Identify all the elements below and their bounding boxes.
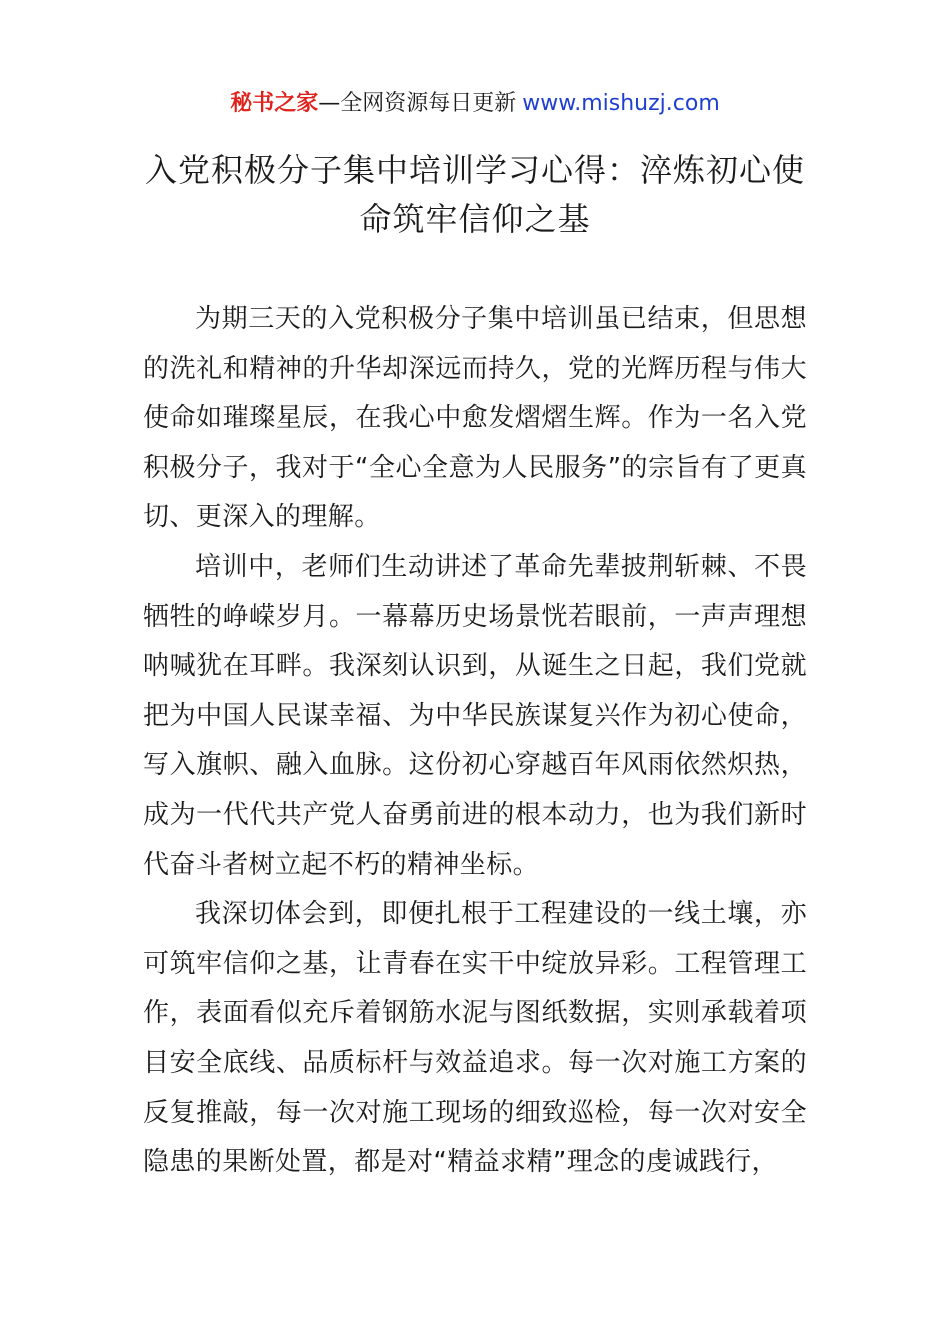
paragraph: 为期三天的入党积极分子集中培训虽已结束，但思想的洗礼和精神的升华却深远而持久，党的光辉历程与伟大使命如璀璨星辰，在我心中愈发熠熠生辉。作为一名入党积极分子，我对于“全心全意为人民服务”的宗旨有了更真切、更深入的理解。 [143, 304, 807, 533]
document-title: 入党积极分子集中培训学习心得：淬炼初心使命筑牢信仰之基 [144, 151, 805, 238]
document-body [143, 295, 807, 1188]
header-tagline: 全网资源每日更新 [340, 91, 517, 116]
site-header [0, 88, 950, 120]
site-url-link[interactable]: www.mishuzj.com [522, 91, 720, 116]
paragraph: 我深切体会到，即便扎根于工程建设的一线土壤，亦可筑牢信仰之基，让青春在实干中绽放异彩。工程管理工作，表面看似充斥着钢筋水泥与图纸数据，实则承载着项目安全底线、品质标杆与效益追求。每一次对施工方案的反复推敲，每一次对施工现场的细致巡检，每一次对安全隐患的果断处置，都是对“精益求精”理念的虔诚践行， [143, 899, 807, 1178]
paragraph: 培训中，老师们生动讲述了革命先辈披荆斩棘、不畏牺牲的峥嵘岁月。一幕幕历史场景恍若眼前，一声声理想呐喊犹在耳畔。我深刻认识到，从诞生之日起，我们党就把为中国人民谋幸福、为中华民族谋复兴作为初心使命，写入旗帜、融入血脉。这份初心穿越百年风雨依然炽热，成为一代代共产党人奋勇前进的根本动力，也为我们新时代奋斗者树立起不朽的精神坐标。 [143, 551, 807, 880]
header-separator: — [318, 91, 341, 116]
site-brand[interactable]: 秘书之家 [230, 91, 319, 116]
